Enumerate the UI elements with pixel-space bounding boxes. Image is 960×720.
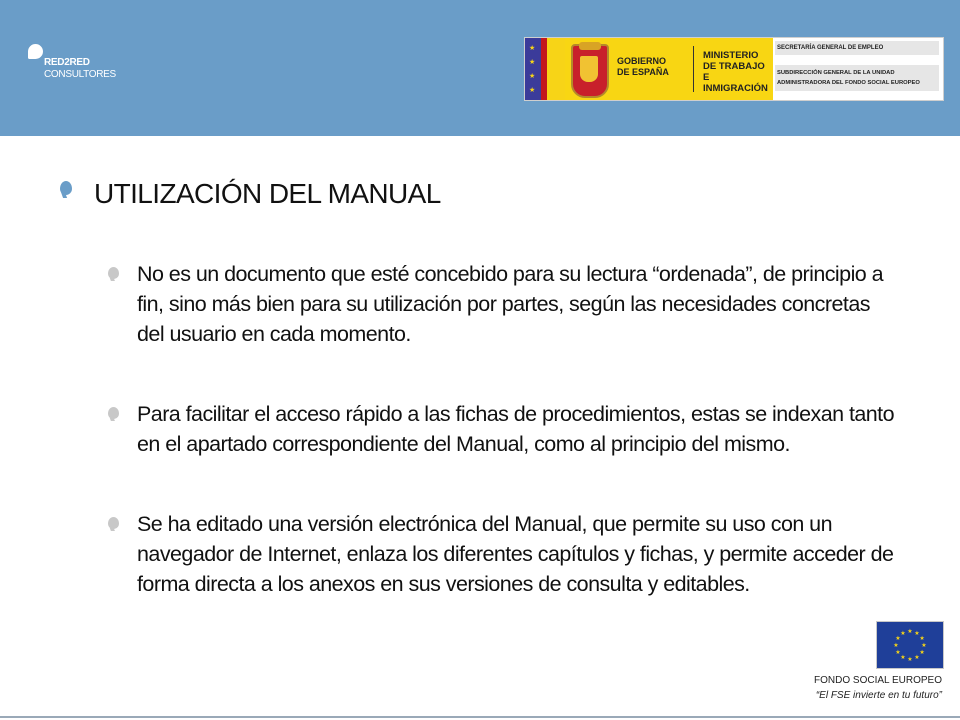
star-icon: ★ [529, 87, 536, 94]
fse-caption [814, 673, 942, 703]
shield-inner [580, 56, 598, 82]
eu-star-icon: ★ [914, 629, 920, 637]
star-icon: ★ [529, 45, 536, 52]
brand-subtitle: CONSULTORES [44, 69, 116, 80]
eu-star-icon: ★ [893, 642, 899, 649]
eu-flag-icon [876, 621, 944, 669]
divider [693, 46, 694, 92]
subdireccion-line2: ADMINISTRADORA DEL FONDO SOCIAL EUROPEO [777, 80, 920, 86]
ministerio-label [703, 50, 773, 94]
secretaria-label: SECRETARÍA GENERAL DE EMPLEO [775, 41, 939, 55]
list-item-text: No es un documento que esté concebido para su lectura “ordenada”, de principio a fin, sino más bien para su utilización por partes, según las necesidades concretas del usuario en cada momento. [137, 262, 884, 346]
list-item-text: Para facilitar el acceso rápido a las fichas de procedimientos, estas se indexan tanto en el apartado correspondiente del Manual, como al principio del mismo. [137, 402, 895, 456]
gobierno-line2: DE ESPAÑA [617, 67, 669, 77]
list-item [108, 399, 908, 461]
secretaria-block [773, 38, 941, 100]
ministerio-line1: MINISTERIO [703, 50, 759, 61]
fund-tagline: “El FSE invierte en tu futuro” [815, 690, 942, 701]
eu-star-icon: ★ [900, 654, 906, 662]
spain-eu-flag-strip [525, 38, 541, 100]
header-banner [0, 0, 960, 136]
eu-star-icon: ★ [919, 635, 925, 642]
ministerio-line3: E INMIGRACIÓN [703, 72, 768, 94]
eu-star-icon: ★ [895, 635, 901, 642]
speech-bubble-icon [28, 44, 43, 59]
coat-of-arms-icon [571, 44, 609, 98]
star-icon: ★ [529, 59, 536, 66]
eu-stars-icon [877, 622, 943, 668]
eu-star-icon: ★ [919, 649, 925, 656]
subdireccion-label [775, 65, 939, 91]
grey-bubble-bullet-icon [108, 517, 119, 529]
government-logo-banner [524, 37, 944, 101]
grey-bubble-bullet-icon [108, 267, 119, 279]
star-icon: ★ [529, 73, 536, 80]
red2red-logo [28, 44, 118, 84]
gobierno-line1: GOBIERNO [617, 56, 667, 66]
eu-star-icon: ★ [907, 656, 913, 663]
crown-icon [579, 42, 601, 50]
subdireccion-line1: SUBDIRECCIÓN GENERAL DE LA UNIDAD [777, 70, 895, 76]
fund-name: FONDO SOCIAL EUROPEO [814, 675, 942, 686]
eu-star-icon: ★ [921, 642, 927, 649]
ministerio-line2: DE TRABAJO [703, 61, 765, 72]
gobierno-label [617, 56, 669, 78]
grey-bubble-bullet-icon [108, 407, 119, 419]
eu-star-icon: ★ [914, 654, 920, 662]
eu-star-icon: ★ [907, 628, 913, 635]
list-item-text: Se ha editado una versión electrónica del Manual, que permite su uso con un navegador de Internet, enlaza los diferentes capítulos y fichas, y permite acceder de forma directa a los anexos en sus versiones de consulta y editables. [137, 512, 894, 596]
page-title: UTILIZACIÓN DEL MANUAL [94, 178, 441, 209]
gobierno-block [565, 38, 773, 100]
eu-star-icon: ★ [900, 629, 906, 637]
bottom-divider [0, 716, 960, 718]
list-item [108, 509, 908, 631]
eu-star-icon: ★ [895, 649, 901, 656]
brand-name: RED2RED [44, 57, 90, 68]
flag-yellow-stripe [547, 38, 565, 100]
blue-bubble-bullet-icon [60, 181, 72, 195]
list-item [108, 259, 908, 351]
